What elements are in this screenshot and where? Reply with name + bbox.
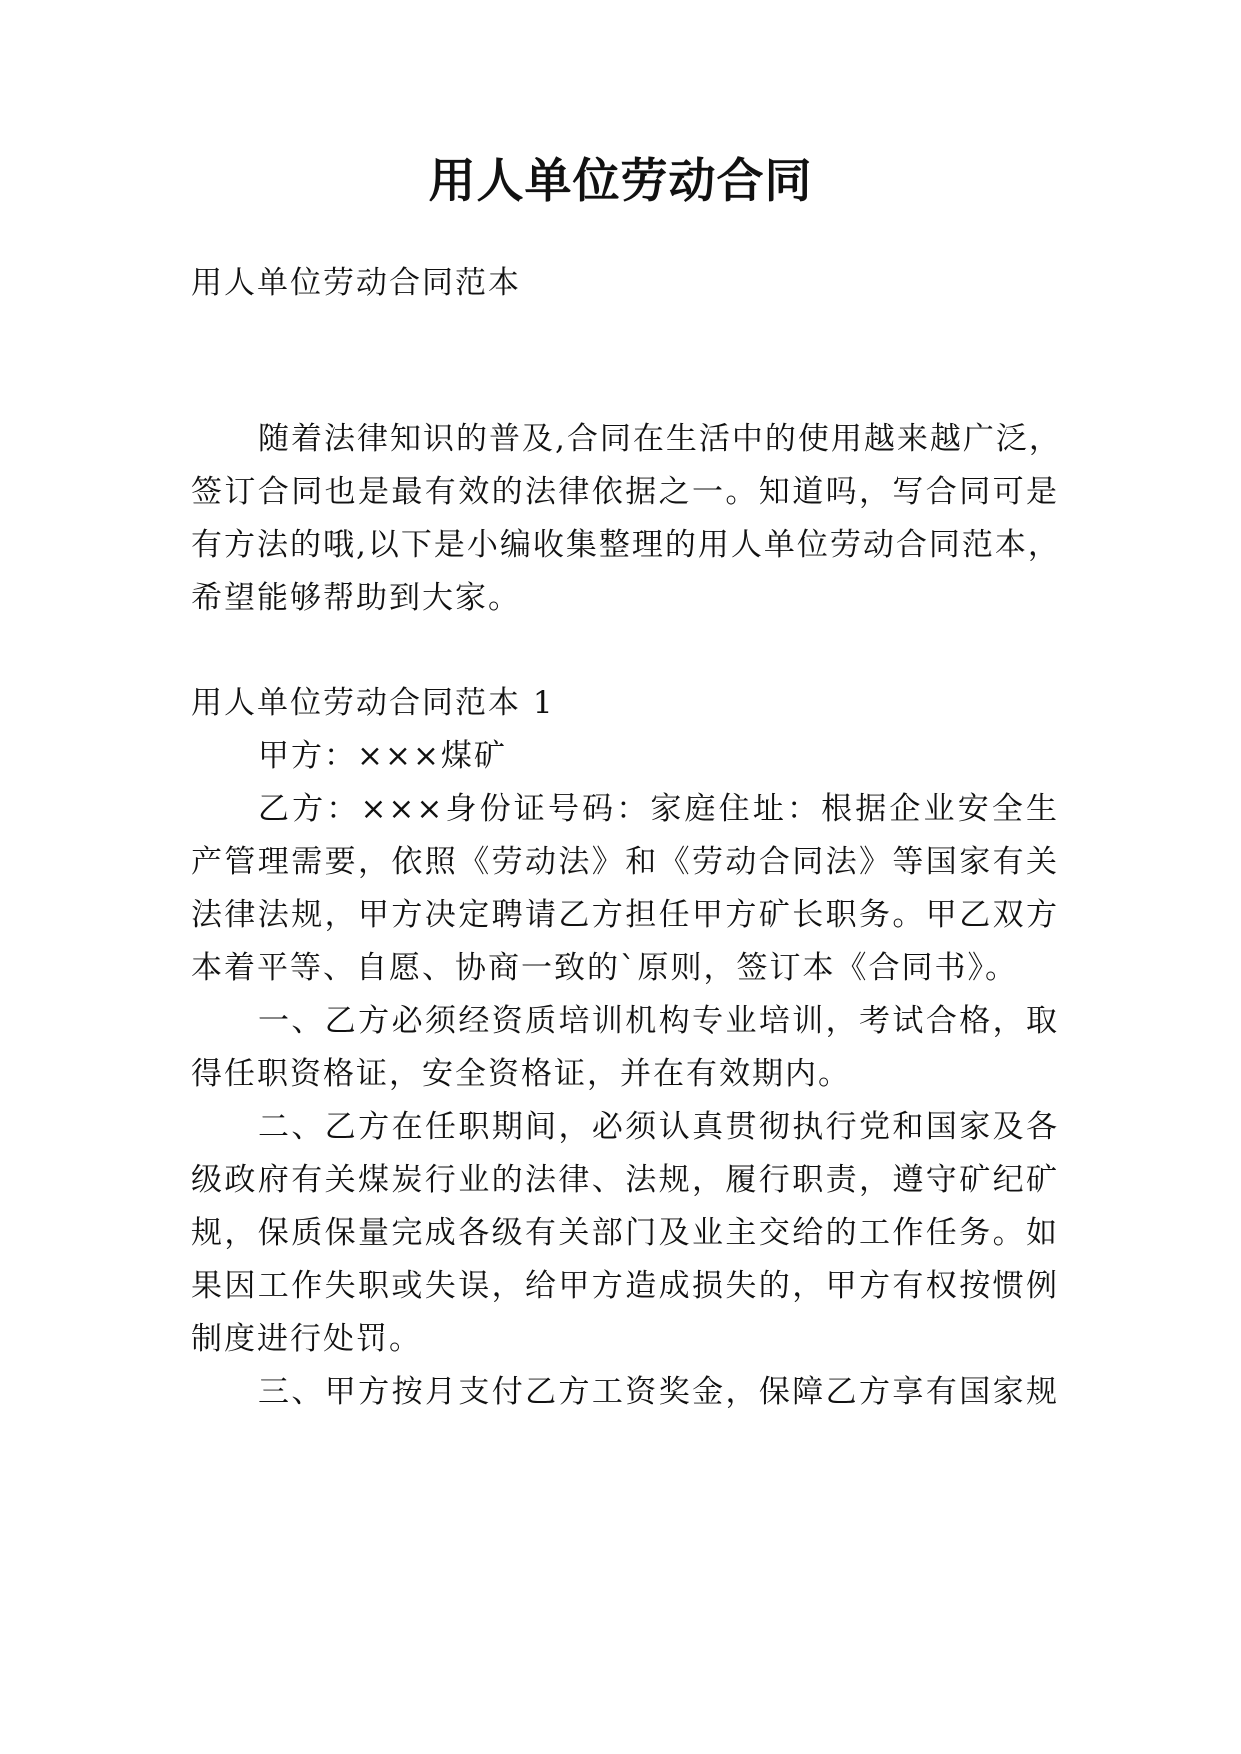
party-b-line: 本着平等、自愿、协商一致的`原则，签订本《合同书》。: [191, 950, 1018, 986]
party-b-line: 乙方：×××身份证号码：家庭住址：根据企业安全生: [258, 791, 1059, 827]
document-subtitle: 用人单位劳动合同范本: [191, 265, 521, 301]
clause-1-line: 得任职资格证，安全资格证，并在有效期内。: [191, 1056, 851, 1092]
intro-line: 有方法的哦,以下是小编收集整理的用人单位劳动合同范本，: [191, 527, 1061, 563]
party-a: 甲方：×××煤矿: [258, 738, 507, 774]
intro-line: 签订合同也是最有效的法律依据之一。知道吗，写合同可是: [191, 474, 1059, 510]
section-heading: 用人单位劳动合同范本 1: [191, 685, 555, 721]
party-b-line: 法律法规，甲方决定聘请乙方担任甲方矿长职务。甲乙双方: [191, 897, 1059, 933]
clause-2-line: 二、乙方在任职期间，必须认真贯彻执行党和国家及各: [258, 1109, 1059, 1145]
clause-3-line: 三、甲方按月支付乙方工资奖金，保障乙方享有国家规: [258, 1374, 1059, 1410]
clause-2-line: 级政府有关煤炭行业的法律、法规，履行职责，遵守矿纪矿: [191, 1162, 1059, 1198]
clause-2-line: 果因工作失职或失误，给甲方造成损失的，甲方有权按惯例: [191, 1268, 1059, 1304]
clause-2-line: 规，保质保量完成各级有关部门及业主交给的工作任务。如: [191, 1215, 1059, 1251]
party-b-line: 产管理需要，依照《劳动法》和《劳动合同法》等国家有关: [191, 844, 1059, 880]
clause-2-line: 制度进行处罚。: [191, 1321, 422, 1357]
intro-line: 随着法律知识的普及,合同在生活中的使用越来越广泛，: [258, 421, 1062, 457]
document-title: 用人单位劳动合同: [428, 154, 813, 209]
clause-1-line: 一、乙方必须经资质培训机构专业培训，考试合格，取: [258, 1003, 1059, 1039]
intro-line: 希望能够帮助到大家。: [191, 580, 521, 616]
